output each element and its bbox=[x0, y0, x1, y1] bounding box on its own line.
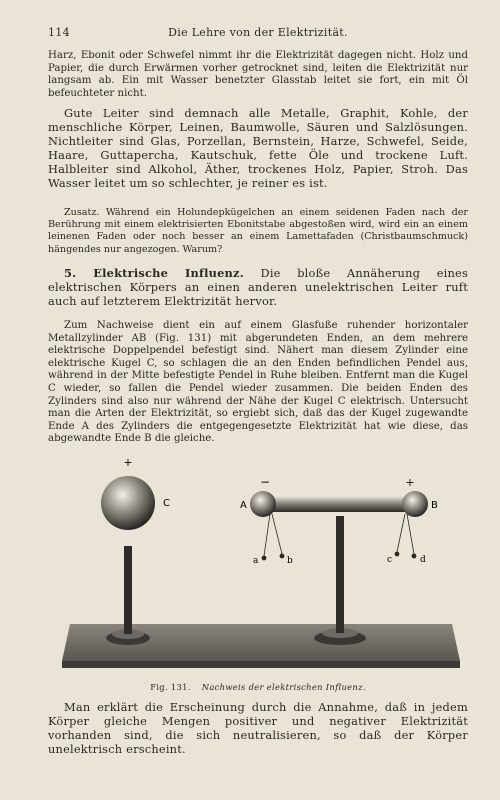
label-pendulum-b: b bbox=[287, 556, 293, 566]
label-a: A bbox=[240, 500, 247, 511]
page-number: 114 bbox=[48, 26, 70, 39]
paragraph-1: Harz, Ebonit oder Schwefel nimmt ihr die Elektrizität dagegen nicht. Holz und Papier, die durch Erwärmen vorher getrocknet sind, leiten die Elektrizität nur langsam ab. Ein mit Wasser benetzter Glasstab leitet sie fort, ein mit Öl befeuchteter nicht. bbox=[48, 50, 468, 99]
label-pendulum-d: d bbox=[420, 555, 426, 565]
paragraph-2: Gute Leiter sind demnach alle Metalle, Graphit, Kohle, der menschliche Körper, Leinen, Baumwolle, Säuren und Salzlösungen. Nichtleiter sind Glas, Porzellan, Bernstein, Harze, Schwefel, Seide, Haare, Guttapercha, Kautschuk, fette Öle und trockene Luft. Halbleiter sind Alkohol, Äther, trockenes Holz, Papier, Stroh. Das Wasser leitet um so schlechter, je reiner es ist. bbox=[48, 106, 468, 190]
paragraph-5: Zum Nachweise dient ein auf einem Glasfuße ruhender horizontaler Metallzylinder AB (Fig. 131) mit abgerundeten Enden, an dem mehrere elektrische Doppelpendel befestigt sind. Nähert man diesem Zylinder eine elektrische Kugel C, so schlagen die an den Enden befindlichen Pendel aus, während in der Mitte befestigte Pendel in Ruhe bleiben. Entfernt man die Kugel C wieder, so fallen die Pendel wieder zusammen. Die beiden Enden des Zylinders sind also nur während der Nähe der Kugel C elektrisch. Untersucht man die Arten der Elektrizität, so ergiebt sich, daß das der Kugel zugewandte Ende A des Zylinders die entgegengesetzte Elektrizität hat wie diese, das abgewandte Ende B die gleiche. bbox=[48, 320, 468, 445]
label-pendulum-a: a bbox=[253, 556, 259, 566]
section-5 bbox=[48, 266, 468, 308]
figure-caption bbox=[48, 682, 468, 692]
table-edge bbox=[62, 661, 460, 668]
section-heading: 5. Elektrische Influenz. bbox=[64, 266, 244, 280]
paragraph-3: Zusatz. Während ein Holundерkügelchen an einem seidenen Faden nach der Berührung mit einem elektrisierten Ebonitstabe abgestoßen wird, wird ein an einem leinenen Faden oder noch besser an einem Lamettafaden (Christbaumschmuck) hängendes nur angezogen. Warum? bbox=[48, 207, 468, 255]
label-b: B bbox=[431, 500, 438, 511]
cylinder-end-b bbox=[402, 491, 428, 517]
cylinder-stand-rod bbox=[336, 516, 344, 633]
pendulum-ball-c bbox=[395, 552, 400, 557]
pendulum-thread-c bbox=[397, 514, 405, 552]
caption-label: Fig. 131. bbox=[150, 682, 191, 692]
label-plus-end-b: + bbox=[405, 476, 415, 489]
paragraph-6: Man erklärt die Erscheinung durch die Annahme, daß in jedem Körper gleiche Mengen positiver und negativer Elektrizität vorhanden sind, die sich neutralisieren, so daß der Körper unelektrisch erscheint. bbox=[48, 700, 468, 756]
caption-title: Nachweis der elektrischen Influenz. bbox=[201, 682, 366, 692]
pendulum-thread-a bbox=[264, 514, 270, 556]
figure-131-illustration bbox=[60, 456, 460, 676]
charged-ball-c bbox=[101, 476, 155, 530]
label-c: C bbox=[163, 498, 170, 509]
metal-cylinder-ab bbox=[270, 496, 410, 512]
pendulum-ball-b bbox=[280, 554, 285, 559]
label-pendulum-c: c bbox=[387, 555, 393, 565]
pendulum-ball-a bbox=[262, 556, 267, 561]
pendulum-ball-d bbox=[412, 554, 417, 559]
pendulum-thread-d bbox=[407, 514, 414, 554]
cylinder-end-a bbox=[250, 491, 276, 517]
pendulum-thread-b bbox=[272, 514, 282, 554]
label-plus-ball: + bbox=[123, 456, 133, 469]
ball-stand-rod bbox=[124, 546, 132, 634]
page-header bbox=[48, 26, 468, 39]
section-intro: Die bloße Annäherung eines elektrischen Körpers an einen anderen unelektrischen Leiter ruft auch auf letzterem Elektrizität hervor. bbox=[48, 266, 469, 308]
label-minus: − bbox=[259, 475, 271, 489]
running-title: Die Lehre von der Elektrizität. bbox=[168, 26, 348, 39]
